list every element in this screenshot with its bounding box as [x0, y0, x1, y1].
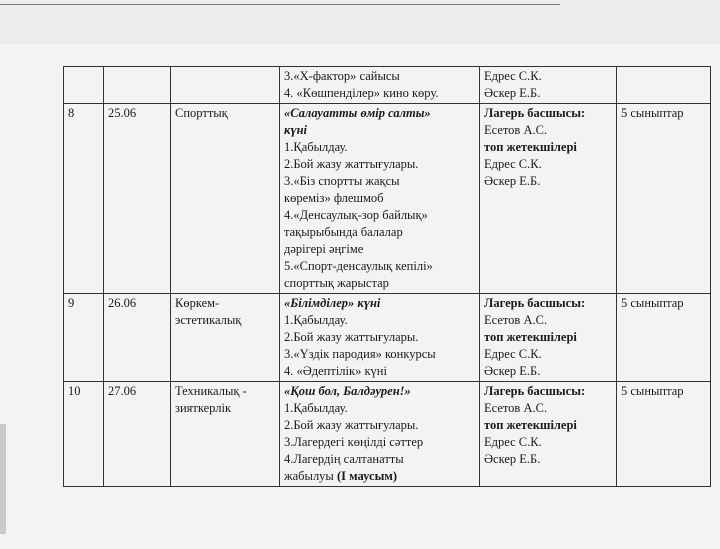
- event-item-cont: жабылуы (I маусым): [284, 469, 398, 483]
- page-edge-shadow: [0, 424, 6, 534]
- cell-theme: [171, 67, 280, 104]
- table-row: [64, 382, 711, 487]
- table-row: [64, 294, 711, 382]
- table-row: [64, 104, 711, 294]
- event-title: «Білімділер» күні: [284, 296, 381, 310]
- leader-line: Әскер Е.Б.: [484, 86, 541, 100]
- previous-page-strip: [0, 0, 720, 45]
- cell-leaders: [480, 67, 617, 104]
- cell-events: [280, 294, 480, 382]
- event-item: 2.Бой жазу жаттығулары.: [284, 157, 419, 171]
- event-item: 3.«Үздік пародия» конкурсы: [284, 347, 436, 361]
- document-page: [0, 44, 720, 549]
- event-item: 3.«Біз спортты жақсы: [284, 174, 400, 188]
- leader-label: Лагерь басшысы:: [484, 296, 586, 310]
- event-item-cont: көреміз» флешмоб: [284, 191, 384, 205]
- theme-line-cont: эстетикалық: [175, 313, 242, 327]
- event-item: 3.«X-фактор» сайысы: [284, 69, 400, 83]
- cell-number: [64, 67, 104, 104]
- event-item: 4. «Әдептілік» күні: [284, 364, 387, 378]
- table-row: [64, 67, 711, 104]
- cell-participants: [617, 67, 711, 104]
- leader-line: Есетов А.С.: [484, 401, 548, 415]
- leader-label: Лагерь басшысы:: [484, 384, 586, 398]
- schedule-table: [63, 66, 711, 487]
- event-item: 4.«Денсаулық-зор байлық»: [284, 208, 428, 222]
- cell-date: 27.06: [104, 382, 171, 487]
- event-item: 4. «Көшпенділер» кино көру.: [284, 86, 439, 100]
- cell-participants: 5 сыныптар: [617, 294, 711, 382]
- leader-line: Едрес С.К.: [484, 347, 542, 361]
- leader-label: топ жетекшілері: [484, 330, 577, 344]
- leader-line: Есетов А.С.: [484, 313, 548, 327]
- leader-line: Әскер Е.Б.: [484, 364, 541, 378]
- leader-label: топ жетекшілері: [484, 140, 577, 154]
- cell-leaders: [480, 382, 617, 487]
- cell-number: 10: [64, 382, 104, 487]
- cell-date: [104, 67, 171, 104]
- cell-theme: Спорттық: [171, 104, 280, 294]
- event-item-cont: тақырыбында балалар: [284, 225, 403, 239]
- leader-line: Әскер Е.Б.: [484, 452, 541, 466]
- cell-events: [280, 67, 480, 104]
- leader-label: топ жетекшілері: [484, 418, 577, 432]
- cell-number: 9: [64, 294, 104, 382]
- event-item: 2.Бой жазу жаттығулары.: [284, 418, 419, 432]
- cell-events: [280, 382, 480, 487]
- event-item: 3.Лагердегі көңілді сәттер: [284, 435, 424, 449]
- cell-events: [280, 104, 480, 294]
- cell-number: 8: [64, 104, 104, 294]
- cell-participants: 5 сыныптар: [617, 104, 711, 294]
- event-item: 1.Қабылдау.: [284, 313, 348, 327]
- theme-line: Көркем-: [175, 296, 220, 310]
- event-title: «Салауатты өмір салты»: [284, 106, 431, 120]
- cell-theme: [171, 382, 280, 487]
- leader-line: Әскер Е.Б.: [484, 174, 541, 188]
- leader-line: Едрес С.К.: [484, 157, 542, 171]
- event-title-cont: күні: [284, 123, 307, 137]
- cell-date: 26.06: [104, 294, 171, 382]
- cell-date: 25.06: [104, 104, 171, 294]
- event-title: «Қош бол, Балдәурен!»: [284, 384, 411, 398]
- cell-leaders: [480, 294, 617, 382]
- leader-line: Есетов А.С.: [484, 123, 548, 137]
- event-item: 5.«Спорт-денсаулық кепілі»: [284, 259, 433, 273]
- cell-participants: 5 сыныптар: [617, 382, 711, 487]
- event-item: 4.Лагердің салтанатты: [284, 452, 404, 466]
- theme-line-cont: зияткерлік: [175, 401, 232, 415]
- event-item: 1.Қабылдау.: [284, 140, 348, 154]
- event-item: 2.Бой жазу жаттығулары.: [284, 330, 419, 344]
- previous-page-rule: [0, 4, 560, 5]
- leader-line: Едрес С.К.: [484, 435, 542, 449]
- cell-theme: [171, 294, 280, 382]
- theme-line: Техникалық -: [175, 384, 247, 398]
- event-item: 1.Қабылдау.: [284, 401, 348, 415]
- event-item-cont: спорттық жарыстар: [284, 276, 389, 290]
- cell-leaders: [480, 104, 617, 294]
- event-item-cont: дәрігері әңгіме: [284, 242, 364, 256]
- leader-line: Едрес С.К.: [484, 69, 542, 83]
- leader-label: Лагерь басшысы:: [484, 106, 586, 120]
